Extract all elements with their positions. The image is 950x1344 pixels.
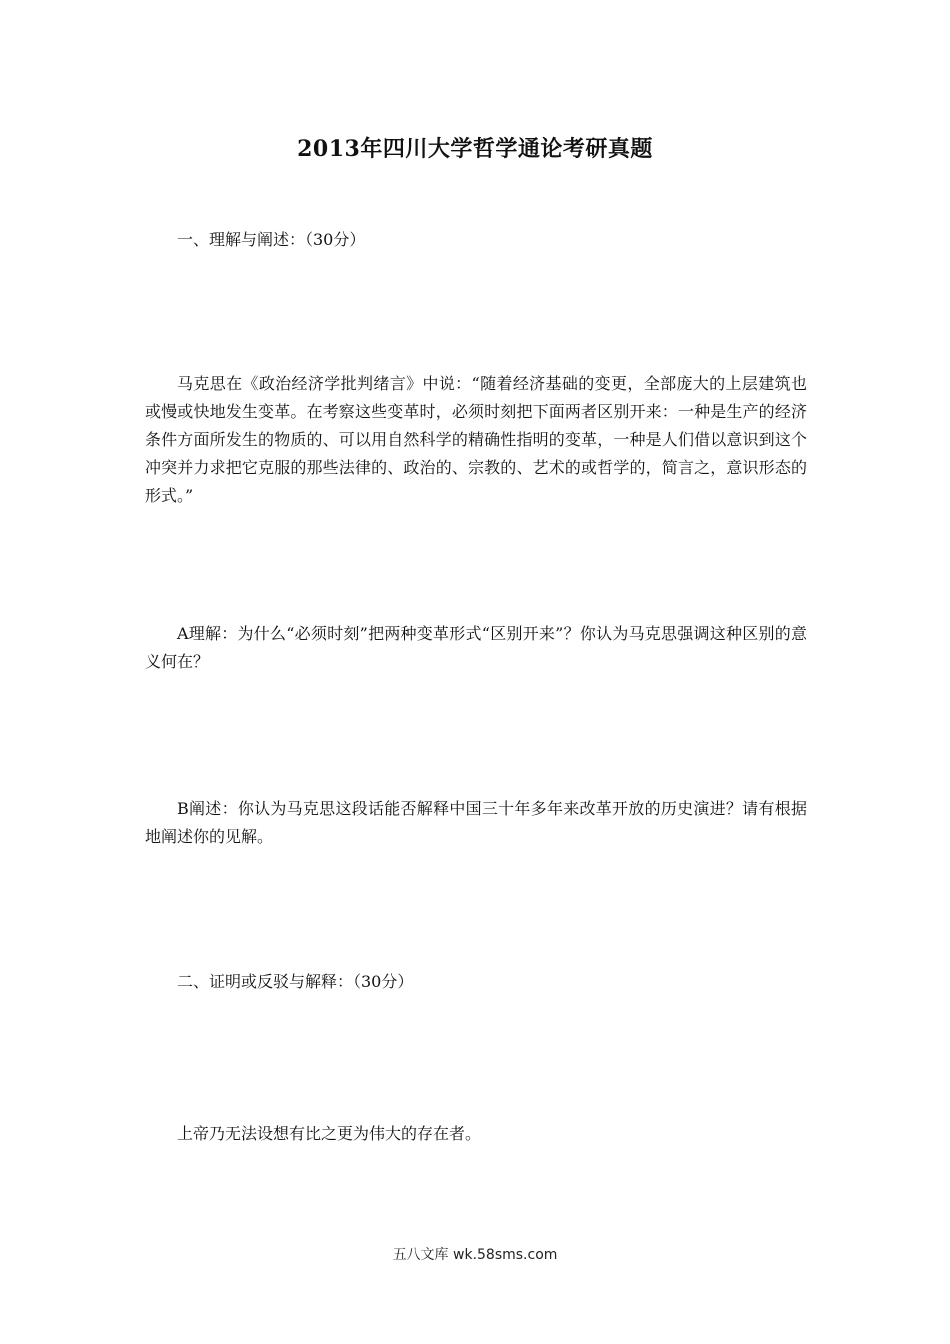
question-b: B阐述：你认为马克思这段话能否解释中国三十年多年来改革开放的历史演进？请有根据地阐述你的见解。 — [145, 799, 807, 846]
statement: 上帝乃无法设想有比之更为伟大的存在者。 — [177, 1124, 482, 1143]
section-2-heading: 二、证明或反驳与解释：（30分） — [177, 972, 414, 991]
section-1-heading: 一、理解与阐述：（30分） — [177, 230, 366, 249]
quote-paragraph: 马克思在《政治经济学批判绪言》中说：“随着经济基础的变更，全部庞大的上层建筑也或慢或快地发生变革。在考察这些变革时，必须时刻把下面两者区别开来：一种是生产的经济条件方面所发生的物质的、可以用自然科学的精确性指明的变革，一种是人们借以意识到这个冲突并力求把它克服的那些法律的、政治的、宗教的、艺术的或哲学的，简言之，意识形态的形式。” — [145, 374, 807, 505]
footer-watermark: 五八文库 wk.58sms.com — [392, 1247, 558, 1263]
question-a: A理解：为什么“必须时刻”把两种变革形式“区别开来”？你认为马克思强调这种区别的意义何在？ — [145, 624, 807, 671]
page-title: 2013年四川大学哲学通论考研真题 — [297, 136, 653, 162]
